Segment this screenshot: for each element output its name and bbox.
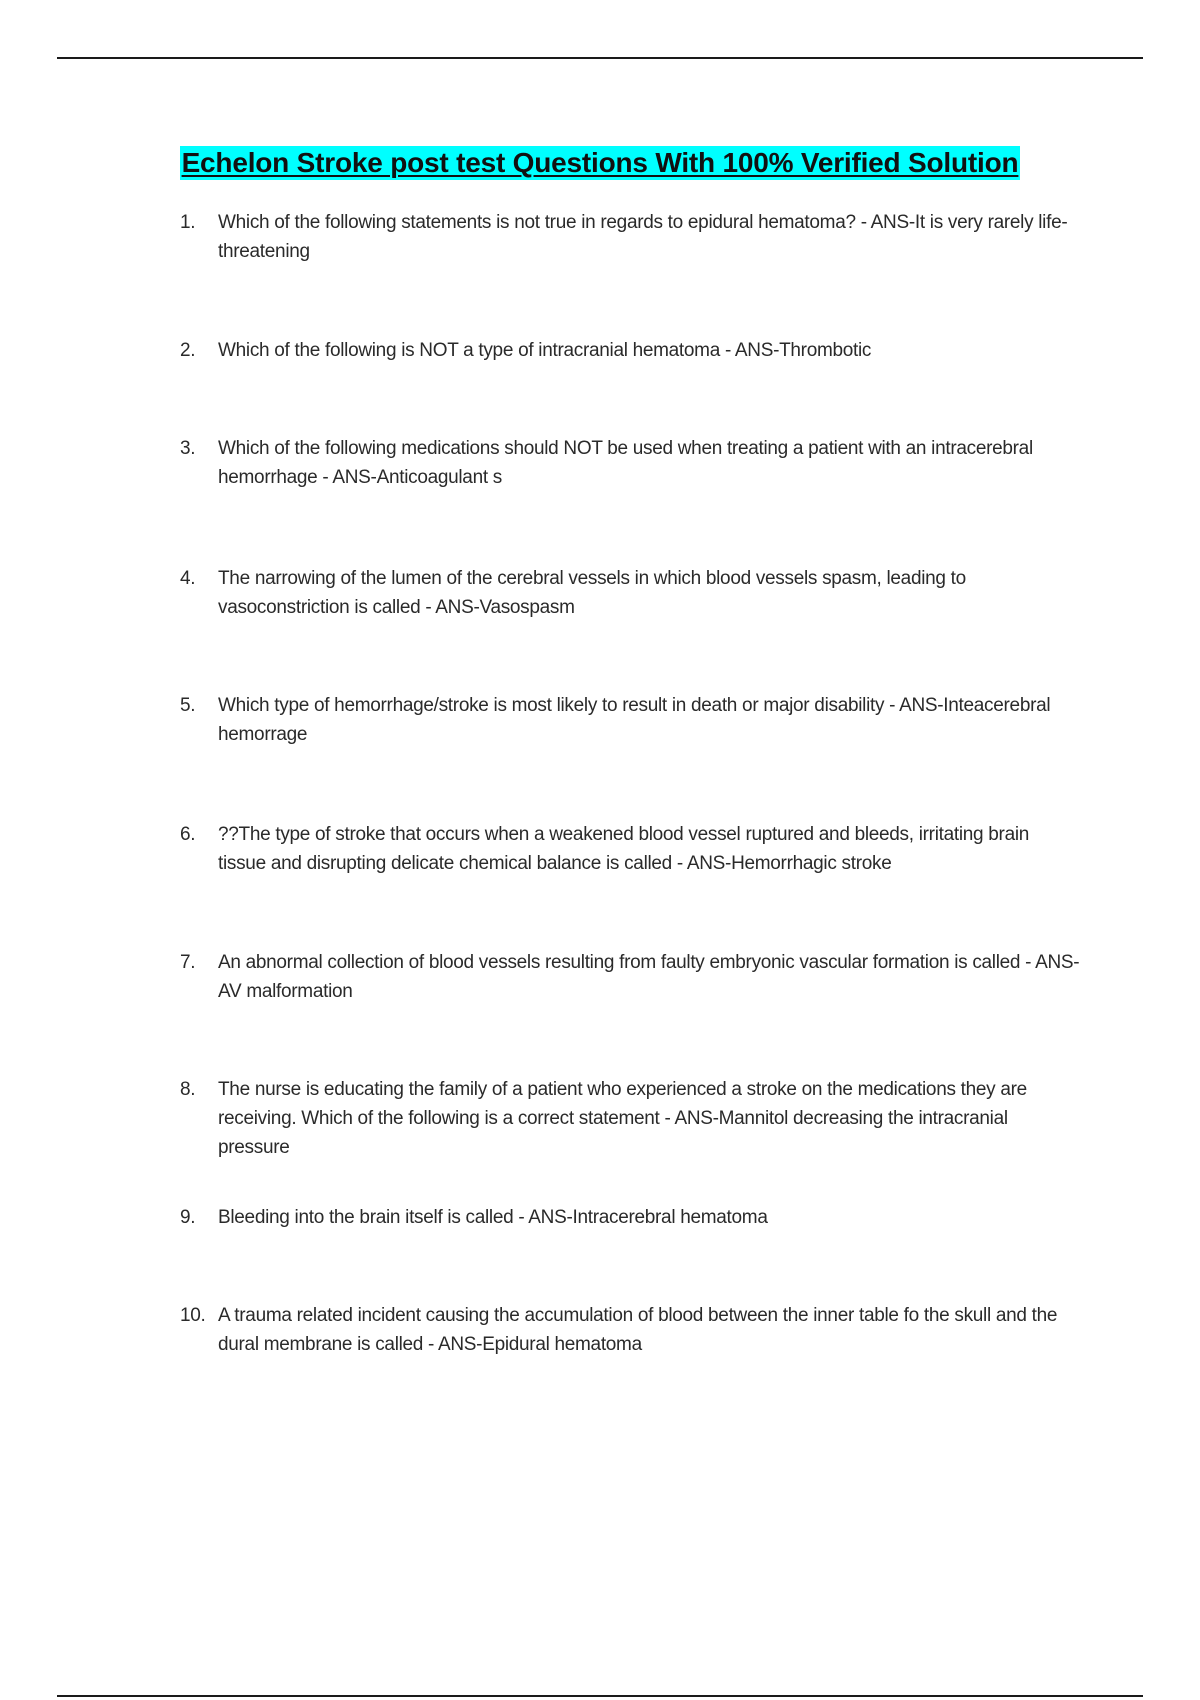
question-number: 3. (180, 438, 196, 459)
question-number: 9. (180, 1207, 196, 1228)
question-text: Bleeding into the brain itself is called - ANS-Intracerebral hematoma (218, 1207, 768, 1228)
question-number: 6. (180, 824, 196, 845)
question-number: 7. (180, 952, 196, 973)
question-text: Which of the following is NOT a type of intracranial hematoma - ANS-Thrombotic (218, 340, 872, 361)
top-rule (57, 57, 1143, 59)
bottom-rule (57, 1695, 1143, 1697)
question-item-1 (180, 208, 1080, 266)
question-number: 8. (180, 1079, 196, 1100)
question-text: An abnormal collection of blood vessels resulting from faulty embryonic vascular formation is called - ANS-AV malformation (218, 952, 1080, 1002)
document-title: Echelon Stroke post test Questions With 100% Verified Solution (181, 147, 1019, 178)
question-number: 2. (180, 340, 196, 361)
question-item-7 (180, 948, 1080, 1006)
question-text: Which of the following statements is not true in regards to epidural hematoma? - ANS-It is very rarely life-threatening (218, 212, 1068, 262)
question-text: The narrowing of the lumen of the cerebral vessels in which blood vessels spasm, leading to vasoconstriction is called - ANS-Vasospasm (218, 568, 966, 618)
question-text: The nurse is educating the family of a patient who experienced a stroke on the medications they are receiving. Which of the following is a correct statement - ANS-Mannitol decreasing the intracranial pressure (218, 1079, 1027, 1158)
question-number: 5. (180, 695, 196, 716)
question-item-8 (180, 1075, 1080, 1162)
question-item-9 (180, 1203, 1080, 1232)
question-number: 10. (180, 1305, 206, 1326)
question-item-3 (180, 434, 1080, 492)
question-text: Which type of hemorrhage/stroke is most likely to result in death or major disability - ANS-Inteacerebral hemorrage (218, 695, 1051, 745)
question-item-10 (180, 1301, 1080, 1359)
question-text: A trauma related incident causing the accumulation of blood between the inner table fo the skull and the dural membrane is called - ANS-Epidural hematoma (218, 1305, 1058, 1355)
question-number: 1. (180, 212, 196, 233)
question-item-4 (180, 564, 1080, 622)
question-text: Which of the following medications should NOT be used when treating a patient with an intracerebral hemorrhage - ANS-Anticoagulant s (218, 438, 1033, 488)
question-number: 4. (180, 568, 196, 589)
question-text: ??The type of stroke that occurs when a weakened blood vessel ruptured and bleeds, irritating brain tissue and disrupting delicate chemical balance is called - ANS-Hemorrhagic stroke (218, 824, 1030, 874)
question-item-6 (180, 820, 1080, 878)
title-container (0, 146, 1200, 180)
question-item-5 (180, 691, 1080, 749)
question-item-2 (180, 336, 1080, 365)
